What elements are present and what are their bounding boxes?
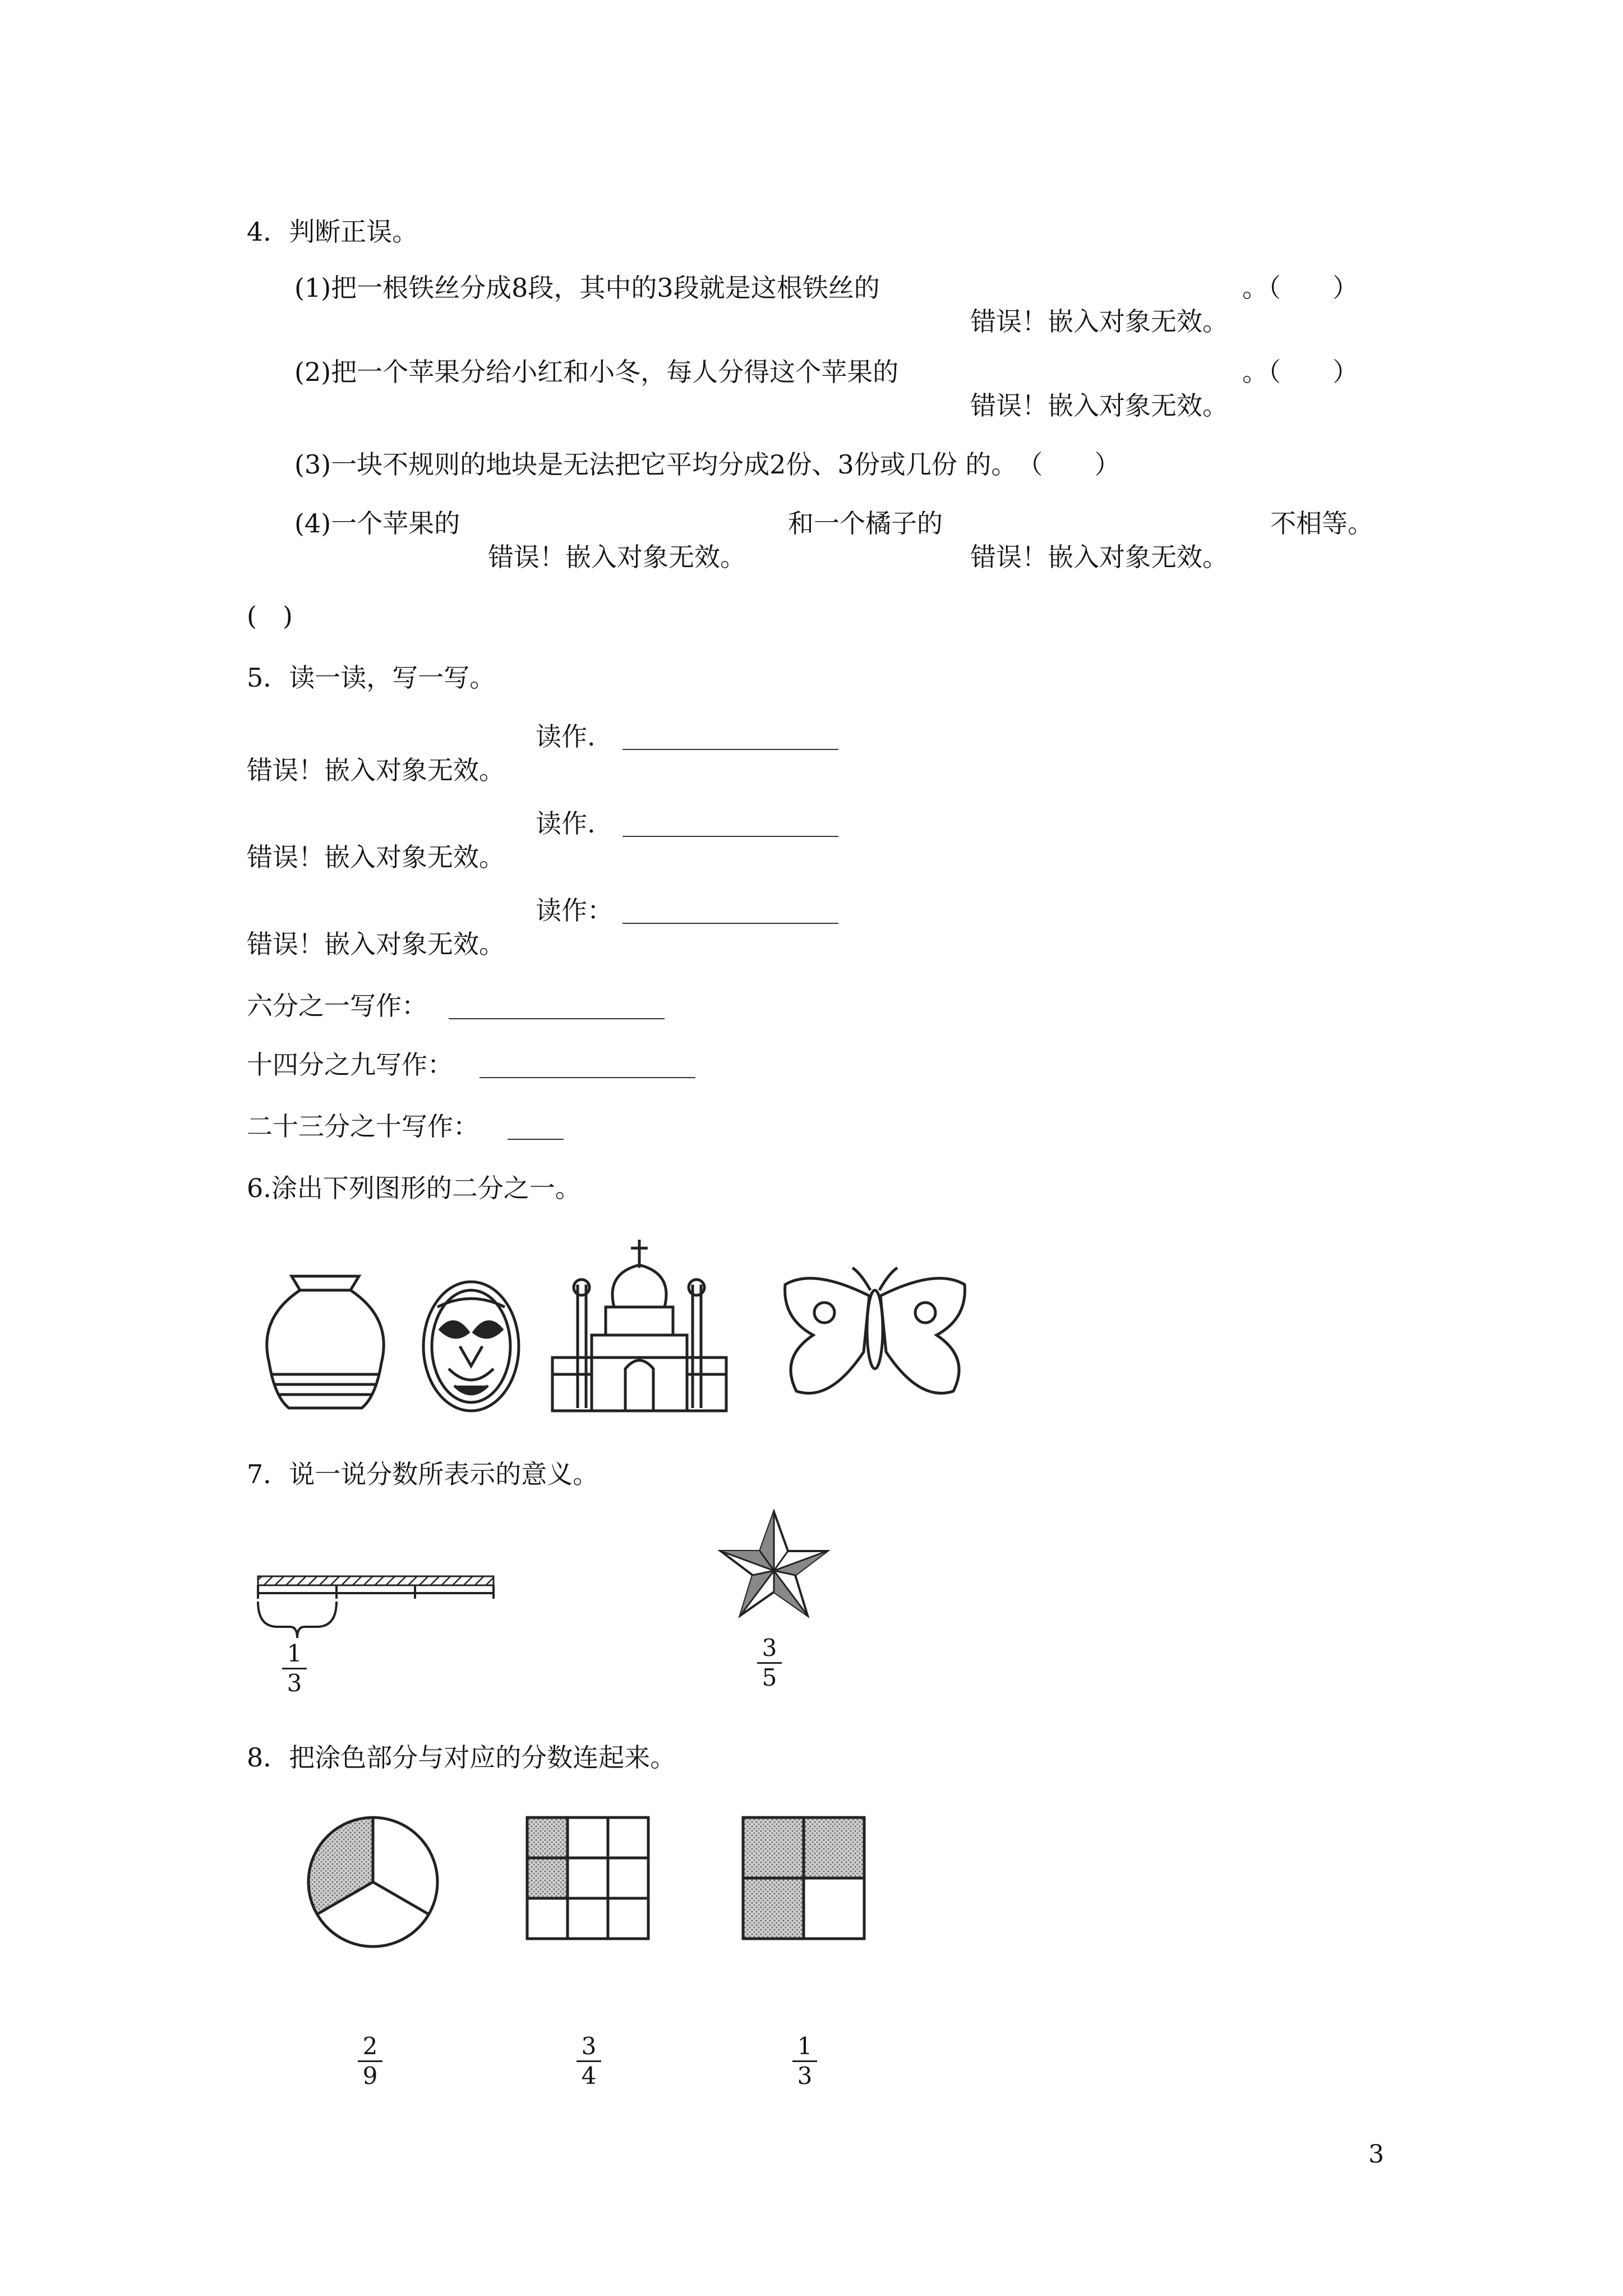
q4-paren: ( ) [247, 601, 293, 631]
q8-fraction1-den: 9 [362, 2062, 378, 2090]
star-figure [718, 1509, 830, 1621]
q5-write1-blank[interactable] [449, 1018, 665, 1019]
q7-fraction1 [278, 1641, 311, 1696]
q7-fraction2-den: 5 [762, 1664, 777, 1691]
butterfly-figure [785, 1268, 965, 1393]
q4-item4-error2: 错误！嵌入对象无效。 [970, 542, 1228, 572]
q4-item4-error1: 错误！嵌入对象无效。 [488, 542, 746, 572]
q4-item1-error: 错误！嵌入对象无效。 [970, 306, 1228, 337]
q5-title: 5．读一读，写一写。 [247, 662, 496, 693]
q4-item3-text: (3)一块不规则的地块是无法把它平均分成2份、3份或几份 的。 （ ） [294, 449, 1121, 480]
q4-title: 4．判断正误。 [247, 217, 418, 247]
q8-fraction3 [788, 2033, 822, 2089]
page-number: 3 [1368, 2140, 1384, 2169]
q5-read2-error: 错误！嵌入对象无效。 [247, 842, 505, 872]
q4-item4-end: 不相等。 [1270, 508, 1373, 539]
q7-title: 7．说一说分数所表示的意义。 [247, 1459, 599, 1489]
q7-fraction2 [753, 1635, 786, 1691]
q8-fraction3-den: 3 [797, 2062, 813, 2090]
grid-four-figure [737, 1812, 872, 1947]
q8-fraction1-num: 2 [362, 2032, 378, 2060]
q5-write3-blank[interactable] [508, 1139, 564, 1140]
q5-write1-label: 六分之一写作： [247, 991, 427, 1021]
q8-title: 8．把涂色部分与对应的分数连起来。 [247, 1742, 676, 1773]
q4-item2-error: 错误！嵌入对象无效。 [970, 390, 1228, 421]
q4-item2-text: (2)把一个苹果分给小红和小冬，每人分得这个苹果的 [294, 357, 899, 387]
mosque-figure [552, 1240, 726, 1411]
q5-read3-error: 错误！嵌入对象无效。 [247, 929, 505, 959]
segment-figure [255, 1571, 502, 1644]
q8-fraction2-num: 3 [581, 2032, 597, 2060]
q4-item4-text: (4)一个苹果的 [294, 508, 460, 539]
q5-write2-label: 十四分之九写作： [247, 1050, 453, 1080]
q6-title: 6.涂出下列图形的二分之一。 [247, 1173, 581, 1203]
q6-figures [247, 1234, 1021, 1419]
q5-read1-blank[interactable] [623, 749, 838, 750]
q4-item4-mid: 和一个橘子的 [788, 508, 943, 539]
opera-mask-figure [423, 1282, 519, 1411]
q5-write2-blank[interactable] [479, 1077, 695, 1078]
q5-read3-blank[interactable] [623, 923, 838, 924]
q4-item1-end: 。（ ） [1242, 273, 1358, 303]
q4-item2-end: 。（ ） [1242, 357, 1358, 387]
q5-read1-label: 读作. [536, 721, 596, 752]
q5-read2-label: 读作. [536, 808, 596, 839]
circle-thirds-figure [300, 1809, 446, 1955]
q5-read2-blank[interactable] [623, 836, 838, 837]
vase-figure [267, 1276, 384, 1408]
q8-fraction2 [572, 2033, 606, 2089]
q5-read3-label: 读作： [536, 895, 613, 926]
q8-fraction2-den: 4 [581, 2062, 597, 2090]
q4-item1-text: (1)把一根铁丝分成8段，其中的3段就是这根铁丝的 [294, 273, 880, 303]
grid-nine-figure [522, 1812, 656, 1947]
q7-fraction2-num: 3 [762, 1634, 777, 1662]
q7-fraction1-num: 1 [287, 1640, 302, 1667]
q5-write3-label: 二十三分之十写作： [247, 1111, 479, 1142]
q7-fraction1-den: 3 [287, 1669, 302, 1697]
q8-fraction3-num: 1 [797, 2032, 813, 2060]
q5-read1-error: 错误！嵌入对象无效。 [247, 755, 505, 785]
q8-fraction1 [353, 2033, 387, 2089]
